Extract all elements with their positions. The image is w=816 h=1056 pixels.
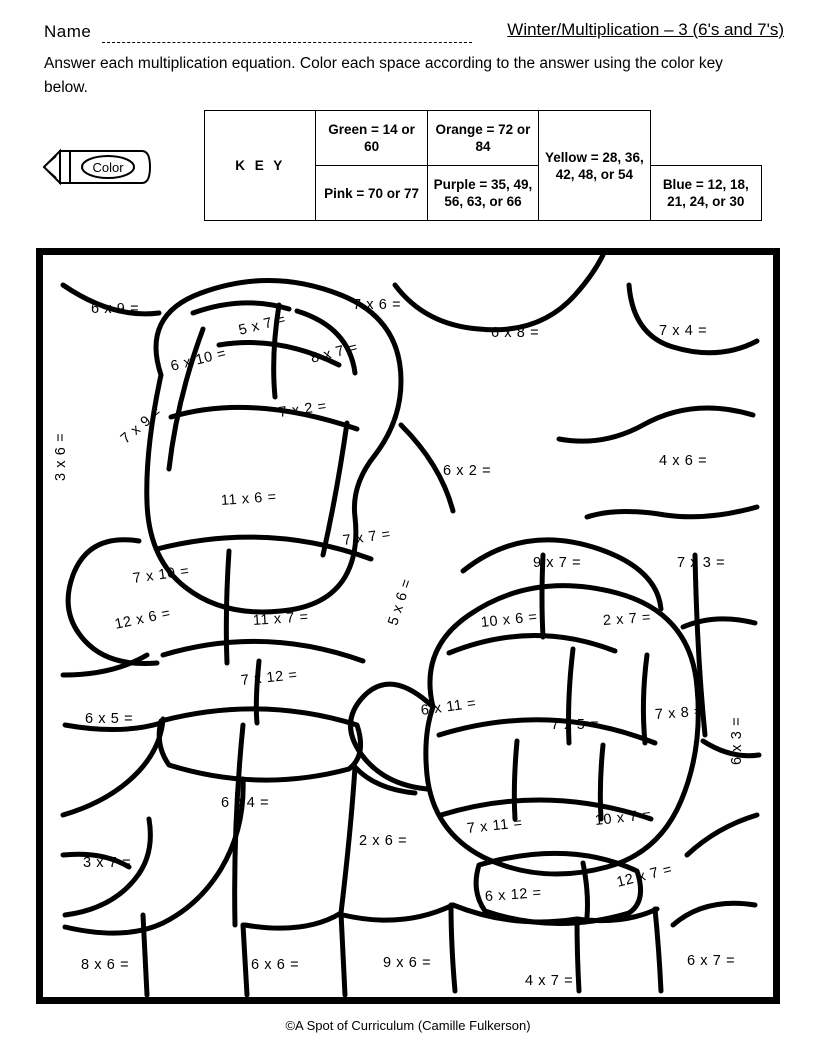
key-cell-blue: Blue = 12, 18, 21, 24, or 30	[650, 166, 761, 221]
equation-text: 9 x 6 =	[383, 955, 432, 971]
crayon-icon	[42, 145, 152, 189]
equation-text: 10 x 7 =	[594, 807, 653, 829]
puzzle-outline-art	[43, 255, 773, 997]
equation-text: 7 x 8 =	[654, 703, 704, 723]
equation-text: 9 x 7 =	[533, 555, 582, 571]
instructions-text: Answer each multiplication equation. Color each space according to the answer using the color key below.	[44, 55, 723, 96]
equation-text: 8 x 6 =	[81, 957, 130, 973]
page-title: Winter/Multiplication – 3 (6's and 7's)	[507, 20, 784, 39]
color-key-table	[204, 110, 762, 221]
equation-text: 6 x 5 =	[85, 711, 134, 727]
name-write-line[interactable]	[102, 42, 472, 43]
equation-text: 7 x 3 =	[677, 555, 726, 571]
equation-text: 5 x 7 =	[237, 311, 288, 339]
equation-text: 3 x 6 =	[53, 432, 69, 481]
equation-text: 7 x 2 =	[277, 398, 328, 421]
equation-text: 11 x 6 =	[220, 489, 278, 509]
equation-text: 6 x 4 =	[221, 795, 270, 811]
key-cell-purple: Purple = 35, 49, 56, 63, or 66	[427, 166, 538, 221]
equation-text: 11 x 7 =	[252, 609, 310, 629]
header	[44, 20, 784, 50]
copyright-footer: ©A Spot of Curriculum (Camille Fulkerson)	[285, 1018, 531, 1033]
equation-text: 7 x 4 =	[659, 323, 708, 339]
equation-text: 6 x 3 =	[729, 716, 745, 765]
equation-text: 5 x 6 =	[385, 576, 416, 628]
equation-text: 6 x 7 =	[687, 953, 736, 969]
table-row	[205, 111, 762, 166]
equation-text: 7 x 9 =	[117, 403, 166, 448]
key-title: K E Y	[205, 111, 316, 221]
equation-text: 6 x 12 =	[484, 885, 543, 905]
equation-text: 7 x 11 =	[466, 815, 524, 837]
equation-text: 6 x 8 =	[491, 325, 540, 341]
equation-text: 6 x 10 =	[169, 345, 229, 375]
equation-text: 6 x 11 =	[419, 695, 478, 719]
equation-text: 8 x 7 =	[309, 339, 360, 367]
equation-text: 7 x 7 =	[341, 526, 392, 549]
key-cell-yellow: Yellow = 28, 36, 42, 48, or 54	[539, 111, 650, 221]
key-cell-green: Green = 14 or 60	[316, 111, 427, 166]
key-cell-orange: Orange = 72 or 84	[427, 111, 538, 166]
equation-text: 7 x 6 =	[353, 297, 402, 313]
color-by-number-puzzle[interactable]	[36, 248, 780, 1004]
equation-text: 7 x 10 =	[131, 563, 191, 587]
key-cell-pink: Pink = 70 or 77	[316, 166, 427, 221]
equation-text: 12 x 7 =	[615, 861, 675, 891]
equation-text: 4 x 7 =	[525, 973, 574, 989]
equation-text: 3 x 7 =	[83, 855, 132, 871]
equation-text: 6 x 2 =	[443, 463, 492, 479]
crayon-label: Color	[92, 160, 124, 175]
equation-text: 4 x 6 =	[659, 453, 708, 469]
equation-text: 2 x 7 =	[602, 609, 652, 629]
equation-text: 7 x 12 =	[240, 667, 299, 689]
name-label: Name	[44, 22, 92, 41]
equation-text: 10 x 6 =	[480, 609, 539, 631]
equation-text: 2 x 6 =	[359, 833, 408, 849]
equation-text: 6 x 6 =	[251, 957, 300, 973]
equation-text: 12 x 6 =	[113, 605, 173, 633]
equation-text: 6 x 9 =	[91, 301, 140, 317]
equation-text: 7 x 5 =	[551, 717, 600, 733]
